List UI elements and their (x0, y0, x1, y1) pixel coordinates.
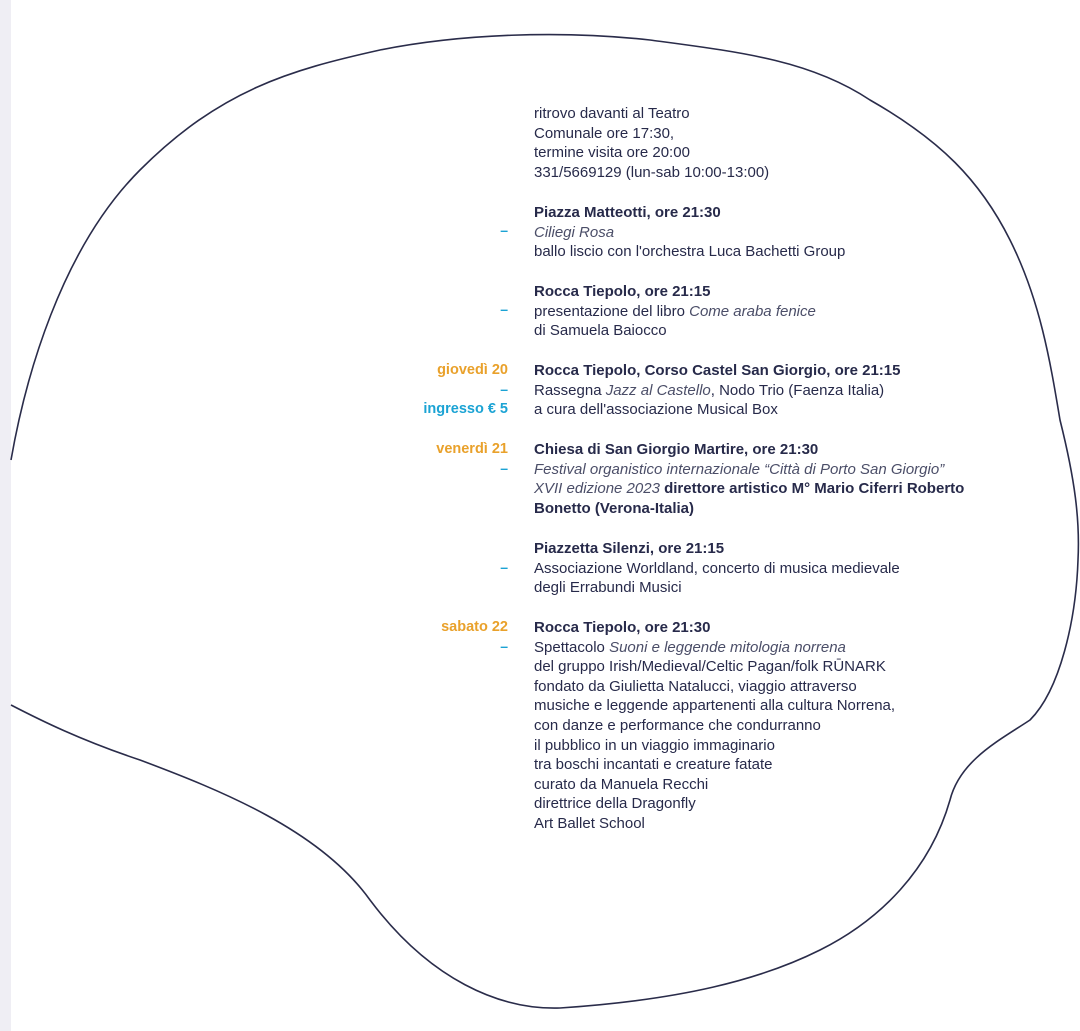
event-block (534, 618, 895, 834)
event-place: Rocca Tiepolo, Corso Castel San Giorgio, ore 21:15 (534, 362, 901, 379)
intro-block (534, 104, 769, 182)
event-block (534, 440, 964, 518)
event-block (534, 282, 816, 341)
event-desc: direttore artistico M° Mario Ciferri Roberto (659, 480, 965, 498)
event-title: Ciliegi Rosa (534, 223, 615, 241)
event-place: Chiesa di San Giorgio Martire, ore 21:30 (534, 441, 819, 458)
event-title: Suoni e leggende mitologia norrena (609, 638, 846, 656)
intro-line: ritrovo davanti al Teatro (534, 105, 690, 122)
event-desc: Rassegna (534, 381, 606, 399)
event-desc: fondato da Giulietta Natalucci, viaggio attraverso (534, 677, 857, 695)
event-title: Jazz al Castello (605, 381, 711, 399)
event-place: Rocca Tiepolo, ore 21:30 (534, 619, 711, 636)
event-desc: il pubblico in un viaggio immaginario (534, 736, 775, 754)
event-desc: Bonetto (Verona-Italia) (534, 499, 695, 517)
event-block (534, 539, 900, 598)
event-desc: Associazione Worldland, concerto di musica medievale (534, 559, 900, 577)
event-desc: Art Ballet School (534, 814, 645, 832)
date-label: giovedì 20 (437, 362, 508, 378)
event-desc: del gruppo Irish/Medieval/Celtic Pagan/folk RŪNARK (534, 658, 886, 676)
event-desc: direttrice della Dragonfly (534, 795, 696, 813)
intro-line: termine visita ore 20:00 (534, 144, 690, 162)
event-desc: di Samuela Baiocco (534, 322, 667, 340)
event-desc: presentazione del libro (534, 302, 690, 320)
dash-marker: – (500, 381, 508, 397)
dash-marker: – (500, 222, 508, 238)
event-desc: degli Errabundi Musici (534, 579, 682, 597)
dash-marker: – (500, 460, 508, 476)
event-title: XVII edizione 2023 (534, 480, 660, 498)
event-title: Come araba fenice (689, 302, 816, 320)
dash-marker: – (500, 301, 508, 317)
event-desc: curato da Manuela Recchi (534, 775, 709, 793)
event-place: Rocca Tiepolo, ore 21:15 (534, 283, 711, 300)
event-desc: con danze e performance che condurranno (534, 716, 821, 734)
date-label: sabato 22 (441, 619, 508, 635)
event-place: Piazzetta Silenzi, ore 21:15 (534, 540, 725, 557)
intro-line: Comunale ore 17:30, (534, 124, 675, 142)
event-block (534, 361, 901, 420)
event-desc: tra boschi incantati e creature fatate (534, 756, 773, 774)
dash-marker: – (500, 559, 508, 575)
fee-label: ingresso € 5 (423, 401, 508, 417)
event-desc: ballo liscio con l'orchestra Luca Bachetti Group (534, 243, 846, 261)
event-block (534, 203, 845, 262)
event-place: Piazza Matteotti, ore 21:30 (534, 204, 721, 221)
intro-line: 331/5669129 (lun-sab 10:00-13:00) (534, 163, 770, 181)
event-title: Festival organistico internazionale “Città di Porto San Giorgio” (534, 460, 945, 478)
event-desc: musiche e leggende appartenenti alla cultura Norrena, (534, 697, 896, 715)
dash-marker: – (500, 638, 508, 654)
date-label: venerdì 21 (436, 441, 508, 457)
event-desc: Spettacolo (534, 638, 610, 656)
event-desc: , Nodo Trio (Faenza Italia) (710, 381, 885, 399)
event-desc: a cura dell'associazione Musical Box (534, 401, 778, 419)
